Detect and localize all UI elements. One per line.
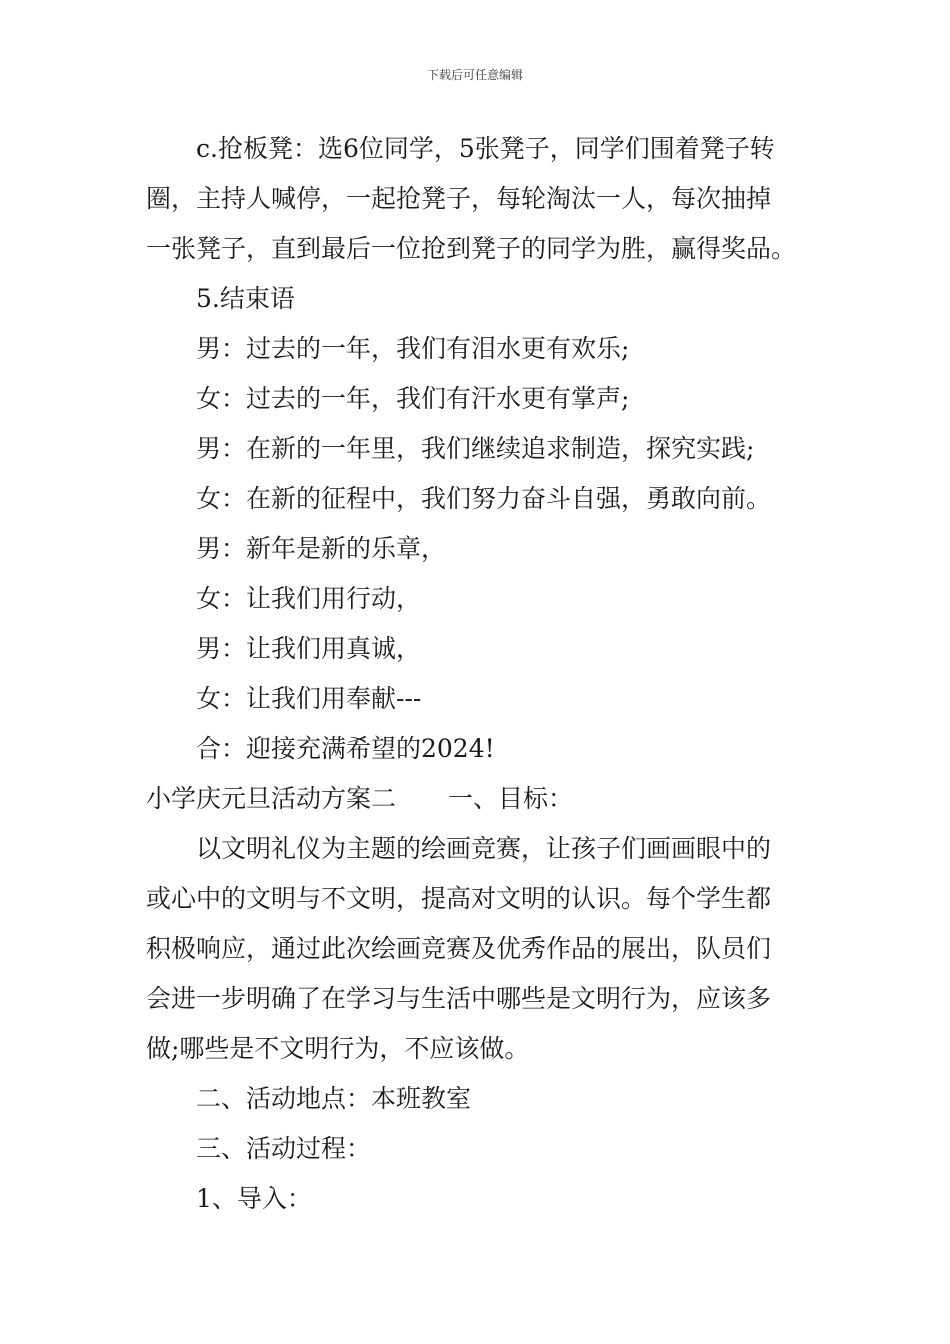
plan-title: 小学庆元旦活动方案二 bbox=[146, 784, 397, 813]
dialogue-line: 男：让我们用真诚， bbox=[196, 634, 422, 663]
dialogue-line: 男：新年是新的乐章， bbox=[196, 534, 447, 563]
section-heading: 二、活动地点：本班教室 bbox=[196, 1084, 472, 1113]
dialogue-line: 男：过去的一年，我们有泪水更有欢乐; bbox=[196, 334, 630, 363]
page-header: 下载后可任意编辑 bbox=[426, 68, 523, 82]
dialogue-line: 女：让我们用奉献--- bbox=[196, 684, 422, 713]
paragraph-line: 积极响应，通过此次绘画竞赛及优秀作品的展出，队员们 bbox=[146, 934, 772, 963]
paragraph-line: c.抢板凳：选6位同学，5张凳子，同学们围着凳子转 bbox=[196, 134, 775, 163]
section-heading: 5.结束语 bbox=[196, 284, 295, 313]
paragraph-line: 以文明礼仪为主题的绘画竞赛，让孩子们画画眼中的 bbox=[196, 834, 772, 863]
dialogue-line: 女：让我们用行动， bbox=[196, 584, 422, 613]
dialogue-line: 女：在新的征程中，我们努力奋斗自强，勇敢向前。 bbox=[196, 484, 772, 513]
paragraph-line: 做;哪些是不文明行为，不应该做。 bbox=[146, 1034, 530, 1063]
paragraph-line: 一张凳子，直到最后一位抢到凳子的同学为胜，赢得奖品。 bbox=[146, 234, 797, 263]
document-body bbox=[146, 124, 806, 1224]
dialogue-line: 合：迎接充满希望的2024! bbox=[196, 734, 495, 763]
paragraph-line: 圈，主持人喊停，一起抢凳子，每轮淘汰一人，每次抽掉 bbox=[146, 184, 772, 213]
dialogue-line: 女：过去的一年，我们有汗水更有掌声; bbox=[196, 384, 630, 413]
paragraph-line: 会进一步明确了在学习与生活中哪些是文明行为，应该多 bbox=[146, 984, 772, 1013]
section-heading: 1、导入： bbox=[196, 1184, 312, 1213]
dialogue-line: 男：在新的一年里，我们继续追求制造，探究实践; bbox=[196, 434, 755, 463]
plan-title-line bbox=[146, 774, 806, 824]
paragraph-line: 或心中的文明与不文明，提高对文明的认识。每个学生都 bbox=[146, 884, 772, 913]
section-heading: 一、目标： bbox=[448, 784, 574, 813]
section-heading: 三、活动过程： bbox=[196, 1134, 372, 1163]
